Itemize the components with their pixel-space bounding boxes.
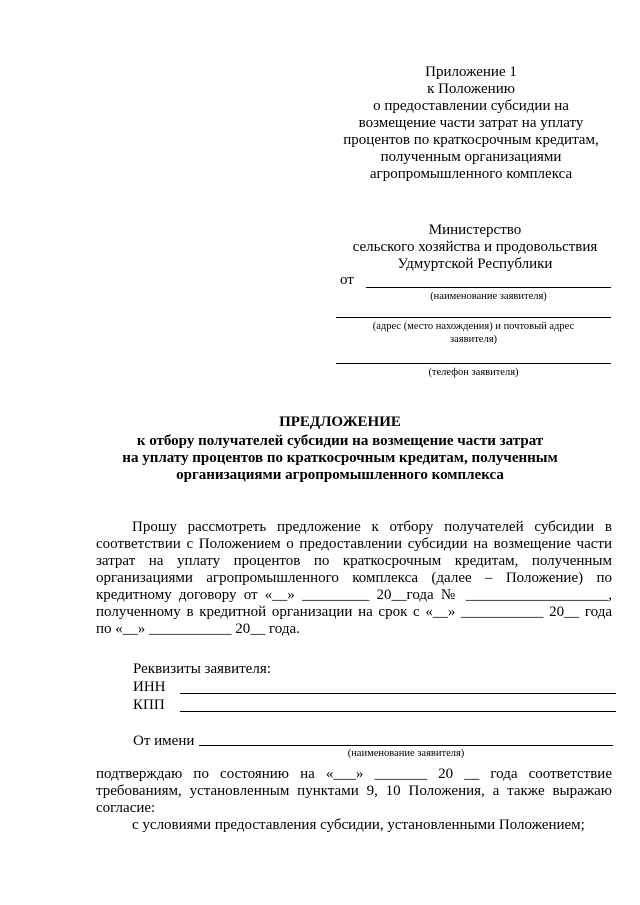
appendix-line: Приложение 1 [425,64,517,80]
body-line: затрат на уплату процентов по краткосрочным кредитам, полученным [96,553,612,569]
confirm-line: с условиями предоставления субсидии, установленными Положением; [132,817,585,833]
addressee-block [330,222,620,273]
confirm-paragraph [96,766,612,834]
applicant-address-caption [336,320,611,346]
applicant-name-caption: (наименование заявителя) [430,291,547,302]
body-line: организациями агропромышленного комплекса (далее – Положение) по [96,570,612,586]
confirm-line: согласие: [96,800,156,816]
body-line: по «__» ___________ 20__ года. [96,621,300,637]
applicant-phone-line[interactable] [336,363,611,364]
document-title: ПРЕДЛОЖЕНИЕ [279,414,401,430]
appendix-block [318,64,624,183]
kpp-field[interactable] [180,711,616,712]
addressee-line: Удмуртской Республики [397,256,553,272]
appendix-line: полученным организациями [380,149,562,165]
applicant-name-line[interactable] [366,287,611,288]
appendix-line: процентов по краткосрочным кредитам, [343,132,599,148]
subtitle-line: на уплату процентов по краткосрочным кредитам, полученным [122,450,558,466]
inn-label: ИНН [133,679,166,695]
requisites-heading: Реквизиты заявителя: [133,661,271,677]
addressee-line: сельского хозяйства и продовольствия [352,239,598,255]
applicant-phone-caption: (телефон заявителя) [428,367,519,378]
document-subtitle [40,433,640,484]
address-caption-line: заявителя) [449,334,498,345]
address-caption-line: (адрес (место нахождения) и почтовый адрес [372,321,575,332]
body-line: соответствии с Положением о предоставлении субсидии на возмещение части [96,536,612,552]
appendix-line: к Положению [427,81,515,97]
from-label: от [340,272,354,288]
applicant-address-line[interactable] [336,317,611,318]
subtitle-line: к отбору получателей субсидии на возмещение части затрат [136,433,544,449]
addressee-line: Министерство [428,222,522,238]
confirm-line: подтверждаю по состоянию на «___» _______ 20 __ года соответствие [96,766,612,782]
appendix-line: о предоставлении субсидии на [373,98,569,114]
body-paragraph [96,519,612,638]
inn-field[interactable] [180,693,616,694]
behalf-caption: (наименование заявителя) [347,748,465,759]
appendix-line: возмещение части затрат на уплату [358,115,584,131]
behalf-label: От имени [133,733,195,749]
subtitle-line: организациями агропромышленного комплекса [176,467,504,483]
body-line: полученному в кредитной организации на срок с «__» ___________ 20__ года [96,604,612,620]
kpp-label: КПП [133,697,165,713]
confirm-line: требованиям, установленным пунктами 9, 10 Положения, а также выражаю [96,783,612,799]
behalf-name-field[interactable] [199,745,613,746]
body-line: кредитному договору от «__» _________ 20__года № ___________________, [96,587,612,603]
body-line: Прошу рассмотреть предложение к отбору получателей субсидии в [132,519,612,535]
appendix-line: агропромышленного комплекса [369,166,573,182]
